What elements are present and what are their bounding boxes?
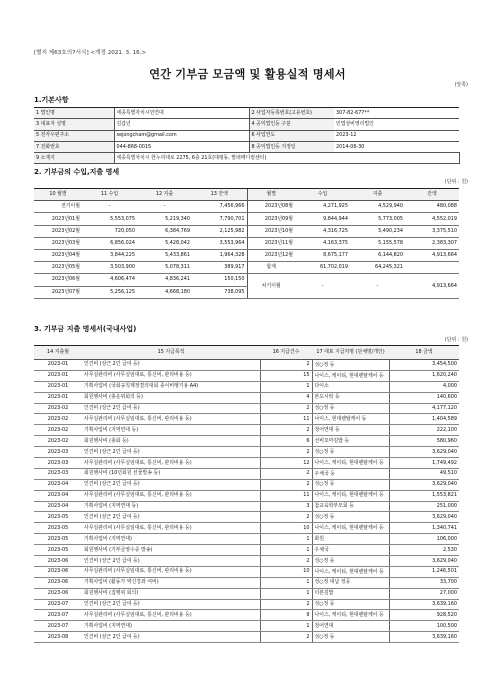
- amount-cell: 1,246,501: [389, 566, 459, 577]
- amount-cell: 3,629,040: [389, 447, 459, 458]
- count-cell: 2: [260, 479, 312, 490]
- purpose-cell: 인건비 (상근 2인 급여 등): [82, 479, 260, 490]
- page-label: (앞쪽): [454, 82, 468, 88]
- month-cell: 2023년06월: [34, 274, 82, 286]
- purpose-cell: 기획사업비 (지역연대): [82, 621, 260, 632]
- table-row: [34, 381, 459, 392]
- table-row: [34, 201, 459, 213]
- section3-heading: 3. 기부금 지출 명세서(국내사업): [34, 325, 137, 333]
- table-row: [34, 213, 459, 225]
- month-cell: 2023-06: [34, 566, 82, 577]
- month-cell: 2023-07: [34, 599, 82, 610]
- recipient-cell: 나이스, 현대렌탈케어 등: [312, 414, 389, 425]
- recipient-cell: 성○정 등: [312, 447, 389, 458]
- amount-cell: 222,100: [389, 425, 459, 436]
- recipient-cell: 성○정 등: [312, 512, 389, 523]
- purpose-cell: 사무실관리비 (사무실임대료, 통신비, 관리비용 등): [82, 610, 260, 621]
- table-header-row: [34, 189, 459, 201]
- purpose-cell: 회원행사비 (총회 등): [82, 436, 260, 447]
- amount-cell: 7,790,701: [192, 213, 247, 225]
- table-row: [34, 610, 459, 621]
- amount-cell: 9,844,944: [295, 213, 350, 225]
- form-note: [별지 제63호의7서식] <개정 2021. 3. 16.>: [34, 50, 147, 56]
- recipient-cell: 성○정 등: [312, 599, 389, 610]
- amount-cell: 1,404,589: [389, 414, 459, 425]
- section2-unit: (단위 : 원): [444, 179, 468, 185]
- field-label: 5 전자우편주소: [34, 130, 114, 141]
- field-label: 3 대표자 성명: [34, 119, 114, 130]
- field-value: 세종특별자치시민연대: [114, 108, 249, 119]
- amount-cell: -: [82, 201, 137, 213]
- amount-cell: 5,433,861: [137, 249, 192, 261]
- recipient-cell: 성○정 대납 정공: [312, 577, 389, 588]
- column-header: 17 대표 지급처명 (단체명/개인): [312, 346, 389, 360]
- table-row: [34, 566, 459, 577]
- amount-cell: 3,844,225: [82, 249, 137, 261]
- field-label: 1 법인명: [34, 108, 114, 119]
- amount-cell: 2,530: [389, 545, 459, 556]
- purpose-cell: 회원행사비 (집행위 회의): [82, 588, 260, 599]
- table-row: [34, 577, 459, 588]
- amount-cell: 738,095: [192, 286, 247, 298]
- recipient-cell: 성○정 등: [312, 479, 389, 490]
- column-header: 잔액: [405, 189, 459, 201]
- month-cell: 2023-08: [34, 632, 82, 643]
- count-cell: 2: [260, 403, 312, 414]
- field-value: sejongcham@gmail.com: [114, 130, 249, 141]
- amount-cell: 3,639,160: [389, 632, 459, 643]
- amount-cell: 4,529,940: [350, 201, 405, 213]
- table-row: [34, 370, 459, 381]
- amount-cell: 4,668,180: [137, 286, 192, 298]
- purpose-cell: 인건비 (상근 2인 급여 등): [82, 632, 260, 643]
- purpose-cell: 사무실관리비 (사무실임대료, 통신비, 관리비용 등): [82, 566, 260, 577]
- table-row: [34, 225, 459, 237]
- recipient-cell: 우체국 등: [312, 468, 389, 479]
- month-cell: 2023-02: [34, 414, 82, 425]
- table-row: [34, 621, 459, 632]
- table-row: [34, 274, 459, 286]
- field-label: 7 전화번호: [34, 141, 114, 152]
- table-row: [34, 458, 459, 469]
- month-cell: 2023-05: [34, 512, 82, 523]
- month-cell: 전기이월: [34, 201, 82, 213]
- count-cell: 1: [260, 545, 312, 556]
- count-cell: 1: [260, 577, 312, 588]
- purpose-cell: 인건비 (상근 2인 급여 등): [82, 447, 260, 458]
- amount-cell: 389,917: [192, 262, 247, 274]
- amount-cell: 3,629,040: [389, 556, 459, 567]
- amount-cell: 251,000: [389, 501, 459, 512]
- amount-cell: 5,773,005: [350, 213, 405, 225]
- purpose-cell: 인건비 (상근 2인 급여 등): [82, 556, 260, 567]
- table-row: [34, 545, 459, 556]
- recipient-cell: 성○정 등: [312, 556, 389, 567]
- recipient-cell: 나이스, 케이티, 현대렌탈케어 등: [312, 566, 389, 577]
- column-header: 10 월별: [34, 189, 82, 201]
- table-row: [34, 360, 459, 371]
- field-label: 6 사업연도: [249, 130, 334, 141]
- purpose-cell: 기획사업비 (지역연대): [82, 534, 260, 545]
- count-cell: 2: [260, 447, 312, 458]
- amount-cell: 5,155,578: [350, 237, 405, 249]
- purpose-cell: 사무실관리비 (사무실임대료, 통신비, 관리비용 등): [82, 523, 260, 534]
- purpose-cell: 인건비 (상근 2인 급여 등): [82, 360, 260, 371]
- recipient-cell: 다이소: [312, 381, 389, 392]
- amount-cell: 480,088: [405, 201, 459, 213]
- amount-cell: 6,384,769: [137, 225, 192, 237]
- basic-info-row: [34, 108, 459, 119]
- amount-cell: 4,836,241: [137, 274, 192, 286]
- table-row: [34, 392, 459, 403]
- amount-cell: -: [295, 274, 350, 298]
- amount-cell: 4,177,120: [389, 403, 459, 414]
- count-cell: 2: [260, 512, 312, 523]
- table-header-row: [34, 346, 459, 360]
- amount-cell: 4,913,664: [405, 274, 459, 298]
- amount-cell: 100,500: [389, 621, 459, 632]
- month-cell: 2023-05: [34, 534, 82, 545]
- recipient-cell: 선비꼬마김밥 등: [312, 436, 389, 447]
- purpose-cell: 회원행사비 (기부금영수증 발송): [82, 545, 260, 556]
- amount-cell: 5,219,340: [137, 213, 192, 225]
- amount-cell: 1,340,741: [389, 523, 459, 534]
- recipient-cell: 청어연대: [312, 621, 389, 632]
- column-header: 18 금액: [389, 346, 459, 360]
- month-cell: 2023-02: [34, 403, 82, 414]
- amount-cell: 7,456,966: [192, 201, 247, 213]
- count-cell: 2: [260, 556, 312, 567]
- amount-cell: 8,675,177: [295, 249, 350, 261]
- recipient-cell: 나이스, 케이티, 현대렌탈케어 등: [312, 458, 389, 469]
- purpose-cell: 인건비 (상근 2인 급여 등): [82, 403, 260, 414]
- amount-cell: 4,606,474: [82, 274, 137, 286]
- purpose-cell: 회원행사비 (10년회원 선물발송 등): [82, 468, 260, 479]
- amount-cell: 5,428,042: [137, 237, 192, 249]
- month-cell: 2023년08월: [247, 201, 295, 213]
- month-cell: 2023-04: [34, 490, 82, 501]
- month-cell: 2023년09월: [247, 213, 295, 225]
- amount-cell: 5,490,234: [350, 225, 405, 237]
- field-value: 김갑년: [114, 119, 249, 130]
- amount-cell: 64,245,321: [350, 262, 405, 274]
- table-row: [34, 447, 459, 458]
- field-value: 민법상비영리법인: [334, 119, 459, 130]
- section3-unit: (단위 : 원): [444, 337, 468, 343]
- basic-info-row: [34, 130, 459, 141]
- amount-cell: -: [350, 274, 405, 298]
- basic-info-row: [34, 119, 459, 130]
- month-cell: 2023-05: [34, 523, 82, 534]
- month-cell: 2023년10월: [247, 225, 295, 237]
- field-value: 2014-06-30: [334, 141, 459, 152]
- amount-cell: 33,700: [389, 577, 459, 588]
- income-expense-table: [34, 188, 459, 299]
- recipient-cell: 나이스, 케이티, 현대렌탈케어 등: [312, 610, 389, 621]
- table-row: [34, 403, 459, 414]
- month-cell: 2023년11월: [247, 237, 295, 249]
- amount-cell: 2,125,982: [192, 225, 247, 237]
- recipient-cell: 청어연대 등: [312, 425, 389, 436]
- amount-cell: 5,078,311: [137, 262, 192, 274]
- month-cell: 2023-03: [34, 458, 82, 469]
- amount-cell: 4,163,375: [295, 237, 350, 249]
- amount-cell: 150,150: [192, 274, 247, 286]
- table-row: [34, 479, 459, 490]
- amount-cell: 1,749,492: [389, 458, 459, 469]
- month-cell: 2023년04월: [34, 249, 82, 261]
- basic-info-table: [34, 107, 460, 164]
- column-header: 13 잔액: [192, 189, 247, 201]
- purpose-cell: 기획사업비 (지역연대 등): [82, 425, 260, 436]
- field-label: 9 소재지: [34, 153, 114, 164]
- table-row: [34, 436, 459, 447]
- count-cell: 1: [260, 588, 312, 599]
- count-cell: 4: [260, 392, 312, 403]
- amount-cell: [405, 262, 459, 274]
- field-value: 세종특별자치시 한누리대로 2275, 6층 21호(대평동, 말떠메디컬센터): [114, 153, 459, 164]
- field-label: 4 공익법인등 구분: [249, 119, 334, 130]
- document-title: 연간 기부금 모금액 및 활용실적 명세서: [149, 68, 346, 81]
- amount-cell: 3,454,500: [389, 360, 459, 371]
- amount-cell: 3,629,040: [389, 512, 459, 523]
- month-cell: 차기이월: [247, 274, 295, 298]
- count-cell: 12: [260, 458, 312, 469]
- amount-cell: 2,383,307: [405, 237, 459, 249]
- amount-cell: 3,503,900: [82, 262, 137, 274]
- amount-cell: 4,000: [389, 381, 459, 392]
- purpose-cell: 사무실관리비 (사무실임대료, 통신비, 관리비용 등): [82, 458, 260, 469]
- purpose-cell: 기획사업비 (지역연대 등): [82, 501, 260, 512]
- amount-cell: 3,375,510: [405, 225, 459, 237]
- amount-cell: 1,553,821: [389, 490, 459, 501]
- recipient-cell: 우체국: [312, 545, 389, 556]
- table-row: [34, 588, 459, 599]
- month-cell: 2023-07: [34, 621, 82, 632]
- amount-cell: 720,050: [82, 225, 137, 237]
- column-header: 월별: [247, 189, 295, 201]
- field-value: 307-82-677**: [334, 108, 459, 119]
- month-cell: 2023-01: [34, 370, 82, 381]
- count-cell: 2: [260, 425, 312, 436]
- recipient-cell: 성○정 등: [312, 632, 389, 643]
- recipient-cell: 성○정 등: [312, 360, 389, 371]
- purpose-cell: 사무실관리비 (사무실임대료, 통신비, 관리비용 등): [82, 490, 260, 501]
- count-cell: 2: [260, 599, 312, 610]
- month-cell: 2023-01: [34, 381, 82, 392]
- table-row: [34, 468, 459, 479]
- recipient-cell: 화원: [312, 534, 389, 545]
- purpose-cell: 회원행사비 (총운위회의 등): [82, 392, 260, 403]
- amount-cell: 140,600: [389, 392, 459, 403]
- count-cell: 1: [260, 621, 312, 632]
- month-cell: 2023-03: [34, 447, 82, 458]
- amount-cell: 49,510: [389, 468, 459, 479]
- basic-info-row: [34, 153, 459, 164]
- section2-heading: 2. 기부금의 수입,지출 명세: [34, 168, 120, 176]
- amount-cell: 3,553,964: [192, 237, 247, 249]
- amount-cell: 4,552,019: [405, 213, 459, 225]
- month-cell: 2023-07: [34, 610, 82, 621]
- basic-info-row: [34, 141, 459, 152]
- field-label: 2 사업자등록번호(고유번호): [249, 108, 334, 119]
- amount-cell: 4,913,664: [405, 249, 459, 261]
- table-row: [34, 599, 459, 610]
- column-header: 14 지출월: [34, 346, 82, 360]
- amount-cell: 61,702,019: [295, 262, 350, 274]
- field-value: 044-868-0015: [114, 141, 249, 152]
- amount-cell: 6,856,024: [82, 237, 137, 249]
- recipient-cell: 참교육학부모회 등: [312, 501, 389, 512]
- amount-cell: 3,629,040: [389, 479, 459, 490]
- recipient-cell: 본도시락 등: [312, 392, 389, 403]
- count-cell: 6: [260, 436, 312, 447]
- month-cell: 2023-02: [34, 425, 82, 436]
- recipient-cell: 성○정 등: [312, 403, 389, 414]
- month-cell: 2023년03월: [34, 237, 82, 249]
- purpose-cell: 기획사업비 (국회규칙제정결의대회 종이비행기용 A4): [82, 381, 260, 392]
- table-row: [34, 501, 459, 512]
- count-cell: 1: [260, 534, 312, 545]
- recipient-cell: 나이스, 케이티, 현대렌탈케어 등: [312, 490, 389, 501]
- month-cell: 2023-06: [34, 577, 82, 588]
- month-cell: 합계: [247, 262, 295, 274]
- column-header: 15 지급목적: [82, 346, 260, 360]
- purpose-cell: 인건비 (상근 2인 급여 등): [82, 512, 260, 523]
- purpose-cell: 사무실관리비 (사무실임대료, 통신비, 관리비용 등): [82, 414, 260, 425]
- table-row: [34, 425, 459, 436]
- column-header: 수입: [295, 189, 350, 201]
- count-cell: 2: [260, 468, 312, 479]
- section1-heading: 1.기본사항: [34, 96, 69, 104]
- table-row: [34, 249, 459, 261]
- purpose-cell: 인건비 (상근 2인 급여 등): [82, 599, 260, 610]
- month-cell: 2023년07월: [34, 286, 82, 298]
- month-cell: 2023-04: [34, 501, 82, 512]
- purpose-cell: 기획사업비 (활동가 역신강좌 여비): [82, 577, 260, 588]
- month-cell: 2023-06: [34, 588, 82, 599]
- table-row: [34, 490, 459, 501]
- month-cell: 2023-01: [34, 360, 82, 371]
- count-cell: 15: [260, 370, 312, 381]
- count-cell: 10: [260, 523, 312, 534]
- amount-cell: 6,144,820: [350, 249, 405, 261]
- field-label: 8 공익법인등 지정일: [249, 141, 334, 152]
- amount-cell: 928,520: [389, 610, 459, 621]
- table-row: [34, 414, 459, 425]
- amount-cell: 1,620,240: [389, 370, 459, 381]
- month-cell: 2023년01월: [34, 213, 82, 225]
- amount-cell: 1,964,328: [192, 249, 247, 261]
- month-cell: 2023-05: [34, 545, 82, 556]
- column-header: 11 수입: [82, 189, 137, 201]
- count-cell: 11: [260, 414, 312, 425]
- month-cell: 2023-06: [34, 556, 82, 567]
- month-cell: 2023년12월: [247, 249, 295, 261]
- column-header: 16 지급건수: [260, 346, 312, 360]
- recipient-cell: 나이스, 케이티, 현대렌탈케어 등: [312, 523, 389, 534]
- table-row: [34, 523, 459, 534]
- recipient-cell: 나이스, 케이티, 현대렌탈케어 등: [312, 370, 389, 381]
- table-row: [34, 632, 459, 643]
- table-row: [34, 262, 459, 274]
- amount-cell: 27,000: [389, 588, 459, 599]
- amount-cell: -: [137, 201, 192, 213]
- column-header: 지출: [350, 189, 405, 201]
- month-cell: 2023년02월: [34, 225, 82, 237]
- recipient-cell: 더본김밥: [312, 588, 389, 599]
- month-cell: 2023-04: [34, 479, 82, 490]
- count-cell: 9: [260, 610, 312, 621]
- month-cell: 2023-01: [34, 392, 82, 403]
- amount-cell: 5,553,075: [82, 213, 137, 225]
- purpose-cell: 사무실관리비 (사무실임대료, 통신비, 관리비용 등): [82, 370, 260, 381]
- table-row: [34, 556, 459, 567]
- amount-cell: 106,000: [389, 534, 459, 545]
- table-row: [34, 512, 459, 523]
- amount-cell: 4,271,925: [295, 201, 350, 213]
- amount-cell: 5,256,125: [82, 286, 137, 298]
- month-cell: 2023-03: [34, 468, 82, 479]
- table-row: [34, 534, 459, 545]
- count-cell: 3: [260, 501, 312, 512]
- amount-cell: 580,960: [389, 436, 459, 447]
- count-cell: 2: [260, 360, 312, 371]
- amount-cell: 4,316,725: [295, 225, 350, 237]
- expenditure-table: [34, 345, 459, 643]
- table-row: [34, 237, 459, 249]
- month-cell: 2023년05월: [34, 262, 82, 274]
- field-value: 2023-12: [334, 130, 459, 141]
- count-cell: 10: [260, 566, 312, 577]
- count-cell: 2: [260, 632, 312, 643]
- count-cell: 11: [260, 490, 312, 501]
- month-cell: 2023-02: [34, 436, 82, 447]
- count-cell: 1: [260, 381, 312, 392]
- column-header: 12 지출: [137, 189, 192, 201]
- amount-cell: 3,639,160: [389, 599, 459, 610]
